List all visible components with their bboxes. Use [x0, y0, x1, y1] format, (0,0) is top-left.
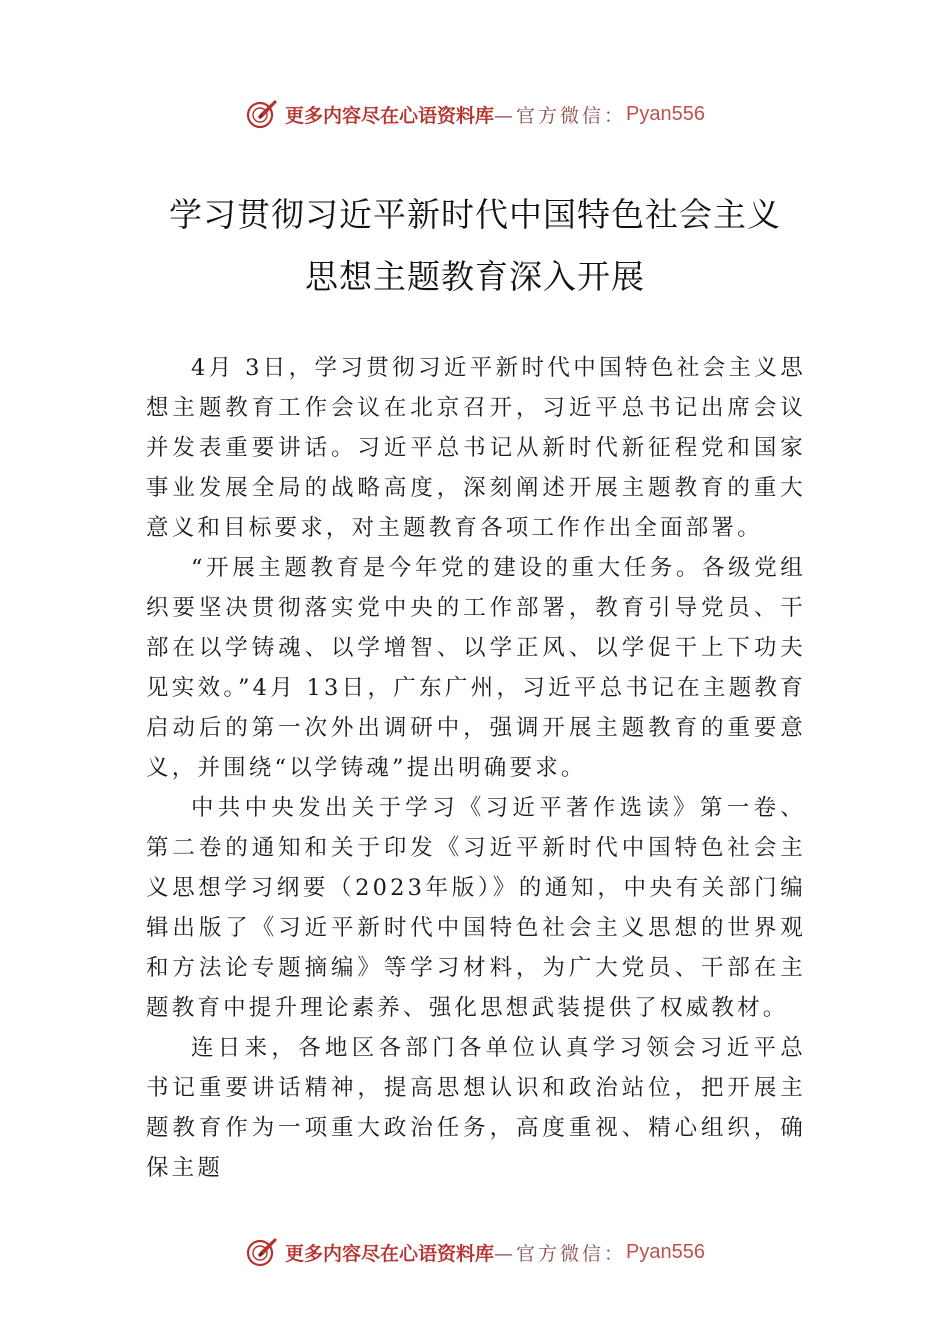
document-title [0, 184, 950, 308]
paragraph: 4月 3日，学习贯彻习近平新时代中国特色社会主义思想主题教育工作会议在北京召开，习近平总书记出席会议并发表重要讲话。习近平总书记从新时代新征程党和国家事业发展全局的战略高度，深刻阐述开展主题教育的重大意义和目标要求，对主题教育各项工作作出全面部署。 [146, 355, 806, 541]
document-body [146, 348, 806, 1188]
footer-banner [0, 1232, 950, 1272]
banner-site-name: 更多内容尽在心语资料库 [285, 104, 495, 127]
banner-site-name: 更多内容尽在心语资料库 [285, 1242, 495, 1265]
banner-wechat-id: Pyan556 [626, 102, 705, 125]
banner-wechat-label: —官方微信： [494, 104, 627, 127]
paragraph: 中共中央发出关于学习《习近平著作选读》第一卷、第二卷的通知和关于印发《习近平新时代中国特色社会主义思想学习纲要（2023年版）》的通知，中央有关部门编辑出版了《习近平新时代中国特色社会主义思想的世界观和方法论专题摘编》等学习材料，为广大党员、干部在主题教育中提升理论素养、强化思想武装提供了权威教材。 [146, 795, 806, 1021]
paragraph: “开展主题教育是今年党的建设的重大任务。各级党组织要坚决贯彻落实党中央的工作部署，教育引导党员、干部在以学铸魂、以学增智、以学正风、以学促干上下功夫见实效。”4月 13日，广东广州，习近平总书记在主题教育启动后的第一次外出调研中，强调开展主题教育的重要意义，并围绕“以学铸魂”提出明确要求。 [146, 555, 806, 781]
pen-nib-logo-icon [245, 97, 279, 131]
title-line-1: 学习贯彻习近平新时代中国特色社会主义 [169, 195, 781, 234]
banner-wechat-id: Pyan556 [626, 1240, 705, 1263]
banner-wechat-label: —官方微信： [494, 1242, 627, 1265]
pen-nib-logo-icon [245, 1235, 279, 1269]
paragraph: 连日来，各地区各部门各单位认真学习领会习近平总书记重要讲话精神，提高思想认识和政治站位，把开展主题教育作为一项重大政治任务，高度重视、精心组织，确保主题 [146, 1035, 806, 1181]
title-line-2: 思想主题教育深入开展 [305, 257, 645, 296]
header-banner [0, 94, 950, 134]
